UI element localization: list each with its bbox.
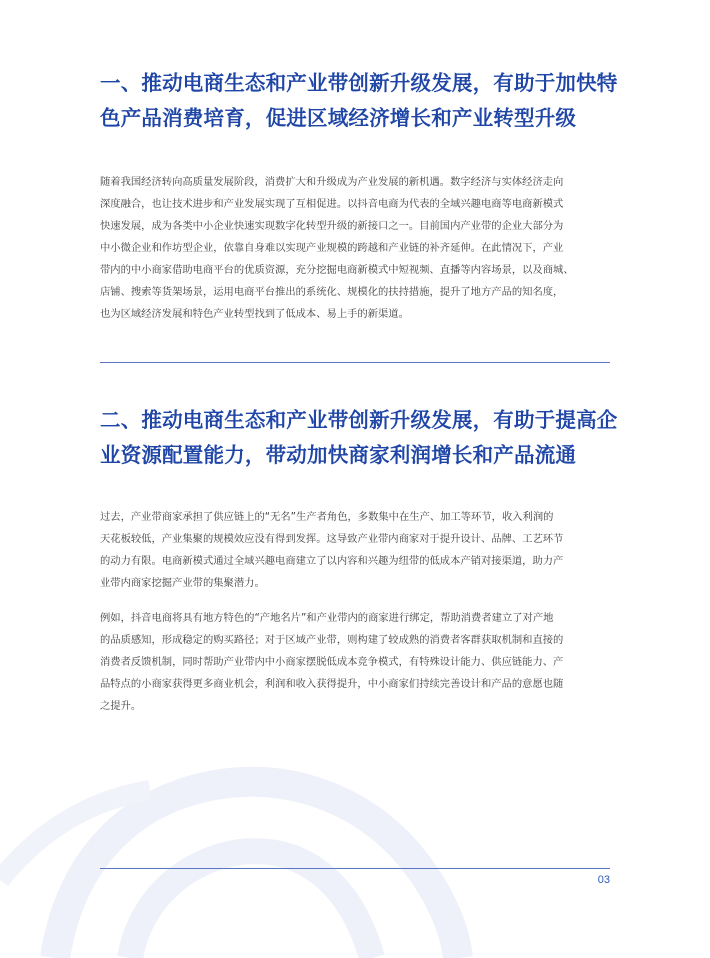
section-1-heading-line-2: 色产品消费培育，促进区域经济增长和产业转型升级 <box>100 106 577 130</box>
section-2-paragraph-2: 例如，抖音电商将具有地方特色的“产地名片”和产业带内的商家进行绑定，帮助消费者建立了对产地 的品质感知，形成稳定的购买路径；对于区域产业带，则构建了较成熟的消费者客群获取机制和直接的 消费者反馈机制，同时帮助产业带内中小商家摆脱低成本竞争模式，有特殊设计能力、供应链能力、产 品特点的小商家获得更多商业机会，利润和收入获得提升，中小商家们持续完善设计和产品的意愿也随 之提升。 <box>100 612 564 712</box>
section-2-body <box>100 506 612 717</box>
section-2 <box>100 403 618 473</box>
section-1-paragraph-1: 随着我国经济转向高质量发展阶段，消费扩大和升级成为产业发展的新机遇。数字经济与实体经济走向 深度融合，也让技术进步和产业发展实现了互相促进。以抖音电商为代表的全域兴趣电商等电商新模式 快速发展，成为各类中小企业快速实现数字化转型升级的新接口之一。目前国内产业带的企业大部分为 中小微企业和作坊型企业，依靠自身难以实现产业规模的跨越和产业链的补齐延伸。在此情况下，产业 带内的中小商家借助电商平台的优质资源，充分挖掘电商新模式中短视频、直播等内容场景，以及商城、 店铺、搜索等货架场景，运用电商平台推出的系统化、规模化的扶持措施，提升了地方产品的知名度， 也为区域经济发展和特色产业转型找到了低成本、易上手的新渠道。 <box>100 176 574 320</box>
section-1-heading <box>100 66 618 136</box>
section-2-heading-line-1: 二、推动电商生态和产业带创新升级发展，有助于提高企 <box>100 408 618 432</box>
section-divider <box>100 362 610 363</box>
section-2-paragraph-1: 过去，产业带商家承担了供应链上的“无名”生产者角色，多数集中在生产、加工等环节，收入利润的 天花板较低，产业集聚的规模效应没有得到发挥。这导致产业带内商家对于提升设计、品牌、工艺环节 的动力有限。电商新模式通过全域兴趣电商建立了以内容和兴趣为纽带的低成本产销对接渠道，助力产 业带内商家挖掘产业带的集聚潜力。 <box>100 511 564 589</box>
section-1-body <box>100 171 612 325</box>
section-1-heading-line-1: 一、推动电商生态和产业带创新升级发展，有助于加快特 <box>100 71 618 95</box>
section-1 <box>100 66 618 136</box>
page-number: 03 <box>597 874 610 886</box>
section-2-heading-line-2: 业资源配置能力，带动加快商家利润增长和产品流通 <box>100 443 577 467</box>
footer-rule <box>100 868 610 869</box>
section-2-heading <box>100 403 618 473</box>
